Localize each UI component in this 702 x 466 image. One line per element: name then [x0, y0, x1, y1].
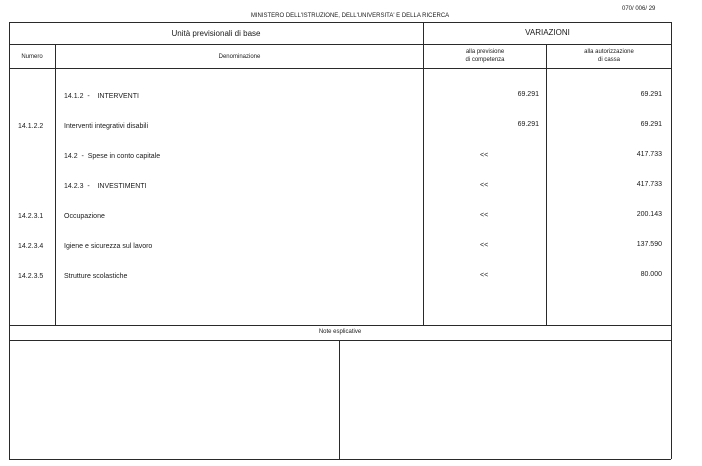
- row-cassa: 417.733: [636, 181, 662, 188]
- row-competenza: <<: [480, 272, 489, 279]
- row-cassa: 69.291: [640, 91, 662, 98]
- row-cassa: 137.590: [636, 241, 662, 248]
- notes-title: Note esplicative: [318, 329, 362, 335]
- row-denominazione: Strutture scolastiche: [64, 273, 128, 280]
- row-competenza: <<: [480, 152, 489, 159]
- previsione-header-1: alla previsione: [465, 49, 505, 55]
- notes-left-box: [10, 341, 339, 459]
- row-numero: 14.2.3.5: [18, 273, 44, 280]
- cassa-header-1: alla autorizzazione: [584, 49, 634, 55]
- ministry-title: MINISTERO DELL'ISTRUZIONE, DELL'UNIVERSITA' E DELLA RICERCA: [250, 13, 450, 19]
- row-competenza: <<: [480, 182, 489, 189]
- previsione-header-2: di competenza: [465, 57, 505, 63]
- row-denominazione: 14.2 - Spese in conto capitale: [64, 153, 161, 160]
- row-denominazione: 14.1.2 - INTERVENTI: [64, 93, 139, 100]
- unita-title: Unità previsionali di base: [171, 29, 261, 38]
- row-numero: 14.2.3.4: [18, 243, 44, 250]
- col-numero-divider: [55, 44, 56, 325]
- page-code: 070/ 006/ 29: [622, 6, 656, 12]
- row-cassa: 200.143: [636, 211, 662, 218]
- notes-right-box: [340, 341, 671, 459]
- row-competenza: <<: [480, 212, 489, 219]
- denominazione-header: Denominazione: [218, 54, 261, 60]
- row-denominazione: Occupazione: [64, 213, 105, 220]
- row-denominazione: 14.2.3 - INVESTIMENTI: [64, 183, 147, 190]
- cassa-header-2: di cassa: [597, 57, 620, 63]
- variazioni-title: VARIAZIONI: [525, 28, 570, 37]
- row-denominazione: Interventi integrativi disabili: [64, 123, 149, 130]
- row-denominazione: Igiene e sicurezza sul lavoro: [64, 243, 153, 250]
- table-right-border: [671, 22, 672, 459]
- row-competenza: 69.291: [517, 121, 539, 128]
- row-cassa: 69.291: [640, 121, 662, 128]
- numero-header: Numero: [21, 54, 43, 60]
- table-body-bottom: [9, 325, 671, 326]
- table-subheader-line: [9, 44, 671, 45]
- row-competenza: <<: [480, 242, 489, 249]
- row-cassa: 417.733: [636, 151, 662, 158]
- table-header-bottom: [9, 68, 671, 69]
- row-numero: 14.1.2.2: [18, 123, 44, 130]
- row-competenza: 69.291: [517, 91, 539, 98]
- col-variazioni-divider: [423, 22, 424, 325]
- table-top-border: [9, 22, 671, 23]
- row-cassa: 80.000: [640, 271, 662, 278]
- table-bottom-border: [9, 459, 671, 460]
- row-numero: 14.2.3.1: [18, 213, 44, 220]
